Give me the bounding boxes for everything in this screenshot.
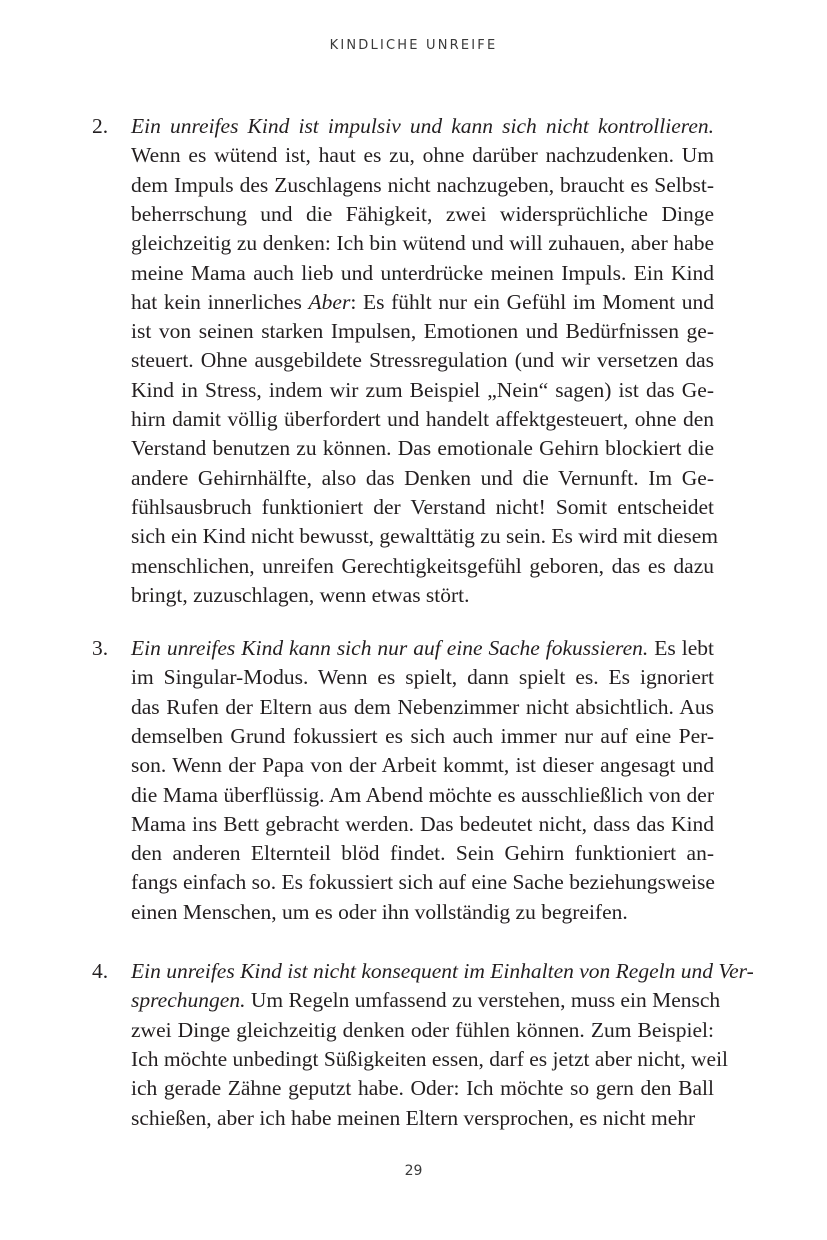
- text-run: Wenn es wütend ist, haut es zu, ohne darüber nachzudenken. Um: [131, 143, 714, 168]
- text-line: [131, 141, 714, 170]
- text-run: sich ein Kind nicht bewusst, gewalttätig zu sein. Es wird mit diesem: [131, 524, 718, 549]
- text-run: menschlichen, unreifen Gerechtigkeitsgefühl geboren, das es dazu: [131, 553, 714, 578]
- text-line: [131, 464, 714, 493]
- text-run: schießen, aber ich habe meinen Eltern versprochen, es nicht mehr: [131, 1105, 696, 1130]
- text-line: [131, 634, 714, 663]
- text-line: [131, 171, 714, 200]
- text-line: [131, 722, 714, 751]
- text-line: [131, 868, 714, 897]
- item-number: 2.: [92, 114, 109, 138]
- text-run: Kind in Stress, indem wir zum Beispiel „Nein“ sagen) ist das Ge-: [131, 377, 714, 402]
- text-line: [131, 112, 714, 141]
- text-line: [131, 781, 714, 810]
- text-line: [131, 1016, 714, 1045]
- text-run: fangs einfach so. Es fokussiert sich auf eine Sache beziehungsweise: [131, 870, 715, 895]
- text-run: beherrschung und die Fähigkeit, zwei widersprüchliche Dinge: [131, 201, 714, 226]
- text-line: [131, 552, 714, 581]
- text-run: gleichzeitig zu denken: Ich bin wütend und will zuhauen, aber habe: [131, 231, 714, 256]
- running-head: KINDLICHE UNREIFE: [329, 38, 498, 53]
- italic-run: Ein unreifes Kind kann sich nur auf eine Sache fokussieren.: [131, 636, 649, 660]
- text-line: [131, 663, 714, 692]
- text-run: hirn damit völlig überfordert und handelt affektgesteuert, ohne den: [131, 407, 714, 431]
- text-line: [131, 1045, 729, 1074]
- text-line: [131, 434, 714, 463]
- text-run: im Singular-Modus. Wenn es spielt, dann spielt es. Es ignoriert: [131, 665, 714, 690]
- text-run: Verstand benutzen zu können. Das emotionale Gehirn blockiert die: [131, 436, 714, 461]
- text-run: demselben Grund fokussiert es sich auch immer nur auf eine Per-: [131, 723, 714, 748]
- text-line: [131, 810, 714, 839]
- text-run: son. Wenn der Papa von der Arbeit kommt, ist dieser angesagt und: [131, 753, 714, 778]
- text-line: [131, 839, 714, 868]
- item-number: 3.: [92, 636, 109, 660]
- text-line: [131, 522, 718, 551]
- text-line: [131, 317, 714, 346]
- text-line: [131, 986, 721, 1015]
- italic-run: Ein unreifes Kind ist impulsiv und kann sich nicht kontrollieren.: [131, 114, 714, 138]
- text-run: die Mama überflüssig. Am Abend möchte es ausschließlich von der: [131, 782, 714, 807]
- text-run: Es lebt: [648, 636, 714, 660]
- text-run: Mama ins Bett gebracht werden. Das bedeutet nicht, dass das Kind: [131, 811, 714, 836]
- text-run: Um Regeln umfassend zu verstehen, muss ein Mensch: [245, 988, 721, 1013]
- page-number: 29: [404, 1163, 423, 1179]
- text-run: fühlsausbruch funktioniert der Verstand nicht! Somit entscheidet: [131, 494, 714, 519]
- italic-run: Aber: [308, 289, 351, 314]
- item-number: 4.: [92, 959, 109, 983]
- italic-run: sprechungen.: [131, 988, 246, 1013]
- text-run: den anderen Elternteil blöd findet. Sein Gehirn funktioniert an-: [131, 841, 714, 866]
- text-line: [131, 200, 714, 229]
- text-line: [131, 751, 714, 780]
- text-run: : Es fühlt nur ein Gefühl im Moment und: [350, 289, 715, 314]
- text-run: andere Gehirnhälfte, also das Denken und die Vernunft. Im Ge-: [131, 465, 714, 490]
- text-run: meine Mama auch lieb und unterdrücke meinen Impuls. Ein Kind: [131, 260, 714, 285]
- text-line: [131, 376, 714, 405]
- text-run: hat kein innerliches: [131, 289, 309, 314]
- text-line: [131, 259, 714, 288]
- text-line: [131, 405, 714, 434]
- text-line: [131, 898, 714, 927]
- text-run: Ich möchte unbedingt Süßigkeiten essen, darf es jetzt aber nicht, weil: [131, 1046, 729, 1071]
- text-line: [131, 693, 714, 722]
- text-line: [131, 957, 754, 986]
- text-line: [131, 581, 714, 610]
- italic-run: Ein unreifes Kind ist nicht konsequent im Einhalten von Regeln und Ver-: [131, 959, 754, 983]
- text-line: [131, 1104, 714, 1133]
- text-line: [131, 346, 714, 375]
- text-run: ist von seinen starken Impulsen, Emotionen und Bedürfnissen ge-: [131, 319, 714, 344]
- text-line: [131, 288, 714, 317]
- text-run: das Rufen der Eltern aus dem Nebenzimmer nicht absichtlich. Aus: [131, 694, 714, 719]
- text-line: [131, 229, 714, 258]
- text-run: einen Menschen, um es oder ihn vollständig zu begreifen.: [131, 899, 628, 924]
- text-run: dem Impuls des Zuschlagens nicht nachzugeben, braucht es Selbst-: [131, 172, 714, 197]
- text-run: bringt, zuzuschlagen, wenn etwas stört.: [131, 582, 470, 607]
- text-run: ich gerade Zähne geputzt habe. Oder: Ich möchte so gern den Ball: [131, 1076, 714, 1101]
- text-run: steuert. Ohne ausgebildete Stressregulation (und wir versetzen das: [131, 348, 714, 373]
- text-line: [131, 1074, 714, 1103]
- text-line: [131, 493, 714, 522]
- text-run: zwei Dinge gleichzeitig denken oder fühlen können. Zum Beispiel:: [131, 1017, 714, 1042]
